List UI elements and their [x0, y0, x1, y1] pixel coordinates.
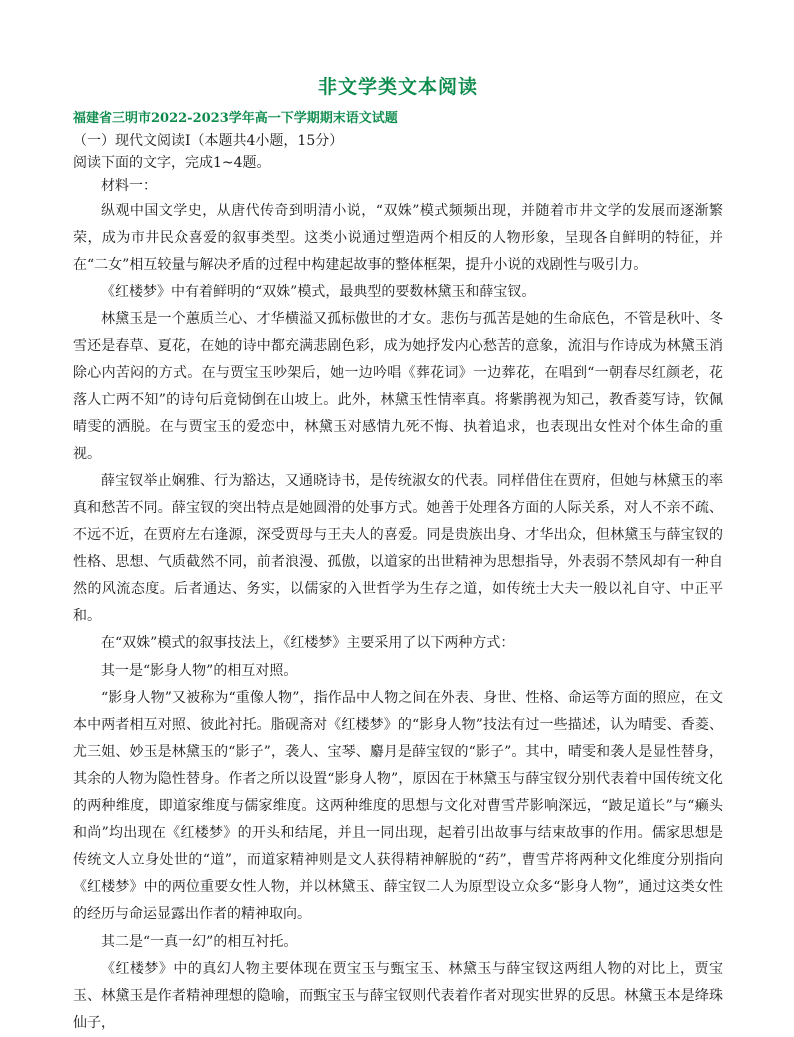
paragraph-lin-daiyu: 林黛玉是一个蕙质兰心、才华横溢又孤标傲世的才女。悲伤与孤苦是她的生命底色，不管是秋叶、冬雪还是春草、夏花，在她的诗中都充满悲剧色彩，成为她抒发内心愁苦的意象，流泪与作诗成为林黛玉消除心内苦闷的方式。在与贾宝玉吵架后，她一边吟唱《葬花词》一边葬花，在唱到“一朝春尽红颜老，花落人亡两不知”的诗句后竟恸倒在山坡上。此外，林黛玉性情率真。将紫鹃视为知己，教香菱写诗，钦佩晴雯的洒脱。在与贾宝玉的爱恋中，林黛玉对感情九死不悔、执着追求，也表现出女性对个体生命的重视。 [73, 311, 723, 462]
reading-instruction: 阅读下面的文字，完成1~4题。 [73, 155, 271, 171]
material-label: 材料一： [101, 178, 157, 194]
document-page [73, 70, 723, 1037]
subheading-shadow-figures: 其一是“影身人物”的相互对照。 [101, 663, 298, 679]
document-source: 福建省三明市2022-2023学年高一下学期期末语文试题 [73, 111, 398, 126]
document-title: 非文学类文本阅读 [317, 76, 478, 98]
paragraph-shadow-figures: “影身人物”又被称为“重像人物”，指作品中人物之间在外表、身世、性格、命运等方面的照应，在文本中两者相互对照、彼此衬托。脂砚斋对《红楼梦》的“影身人物”技法有过一些描述，认为晴雯、香菱、尤三姐、妙玉是林黛玉的“影子”，袭人、宝琴、麝月是薛宝钗的“影子”。其中，晴雯和袭人是显性替身，其余的人物为隐性替身。作者之所以设置“影身人物”，原因在于林黛玉与薛宝钗分别代表着中国传统文化的两种维度，即道家维度与儒家维度。这两种维度的思想与文化对曹雪芹影响深远，“跛足道长”与“癞头和尚”均出现在《红楼梦》的开头和结尾，并且一同出现，起着引出故事与结束故事的作用。儒家思想是传统文人立身处世的“道”，而道家精神则是文人获得精神解脱的“药”，曹雪芹将两种文化维度分别指向《红楼梦》中的两位重要女性人物，并以林黛玉、薛宝钗二人为原型设立众多“影身人物”，通过这类女性的经历与命运显露出作者的精神取向。 [73, 690, 723, 922]
paragraph-xue-baochai: 薛宝钗举止娴雅、行为豁达，又通晓诗书，是传统淑女的代表。同样借住在贾府，但她与林黛玉的率真和愁苦不同。薛宝钗的突出特点是她圆滑的处事方式。她善于处理各方面的人际关系，对人不亲不疏、不远不近，在贾府左右逢源，深受贾母与王夫人的喜爱。同是贵族出身、才华出众，但林黛玉与薛宝钗的性格、思想、气质截然不同，前者浪漫、孤傲，以道家的出世精神为思想指导，外表弱不禁风却有一种自然的风流态度。后者通达、务实，以儒家的入世哲学为生存之道，如传统士大夫一般以礼自守、中正平和。 [73, 473, 723, 624]
subheading-real-illusion: 其二是“一真一幻”的相互衬托。 [101, 934, 298, 950]
paragraph-real-illusion: 《红楼梦》中的真幻人物主要体现在贾宝玉与甄宝玉、林黛玉与薛宝钗这两组人物的对比上，贾宝玉、林黛玉是作者精神理想的隐喻，而甄宝玉与薛宝钗则代表着作者对现实世界的反思。林黛玉本是绛珠仙子， [73, 961, 723, 1031]
section-heading: （一）现代文阅读Ⅰ（本题共4小题，15分） [73, 133, 344, 149]
paragraph-double-beauty: 《红楼梦》中有着鲜明的“双姝”模式，最典型的要数林黛玉和薛宝钗。 [101, 284, 536, 300]
paragraph-narrative-methods: 在“双姝”模式的叙事技法上，《红楼梦》主要采用了以下两种方式： [101, 635, 515, 651]
paragraph-intro: 纵观中国文学史，从唐代传奇到明清小说，“双姝”模式频频出现，并随着市井文学的发展而逐渐繁荣，成为市井民众喜爱的叙事类型。这类小说通过塑造两个相反的人物形象，呈现各自鲜明的特征，并在“二女”相互较量与解决矛盾的过程中构建起故事的整体框架，提升小说的戏剧性与吸引力。 [73, 203, 723, 273]
